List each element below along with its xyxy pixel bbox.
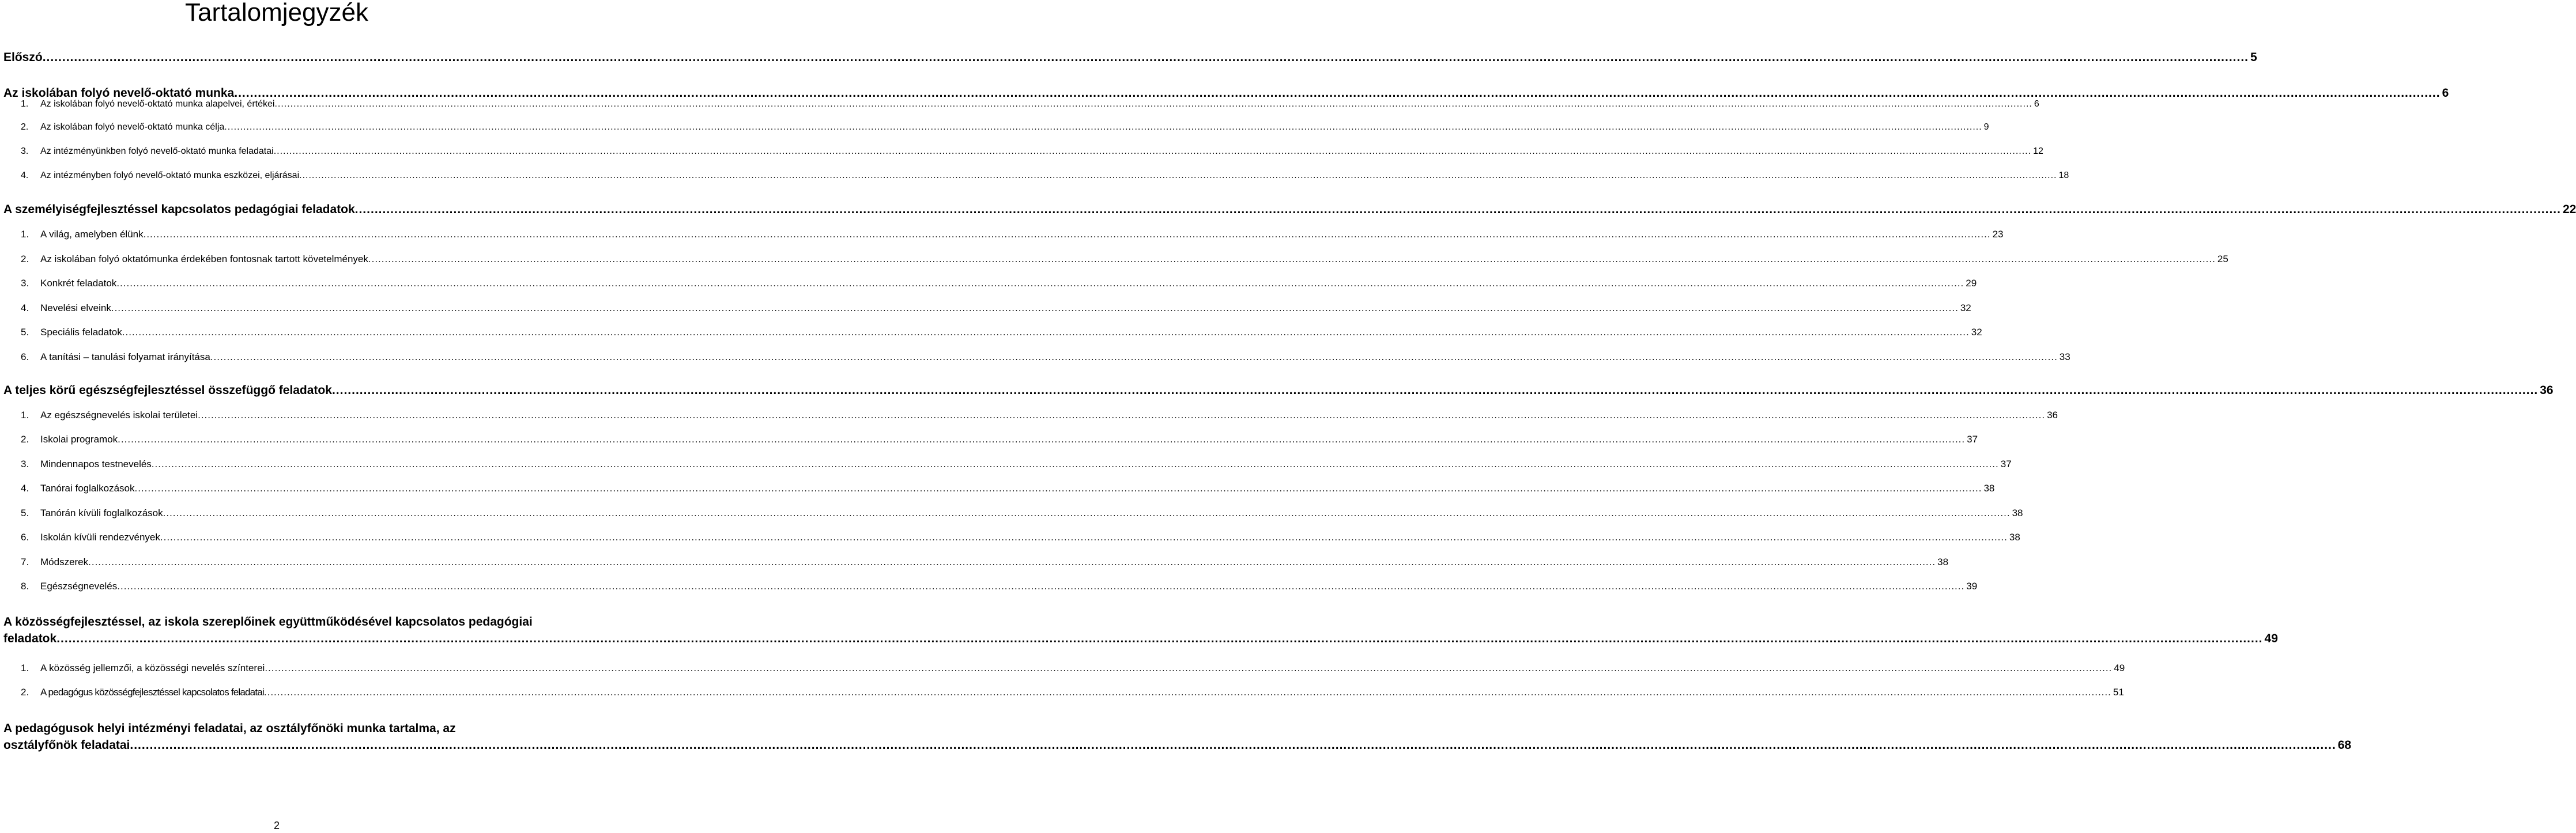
toc-entry-text: Speciális feladatok bbox=[40, 327, 122, 338]
toc-entry-number: 6. bbox=[21, 351, 29, 362]
toc-entry-number: 3. bbox=[21, 459, 29, 469]
toc-leader bbox=[332, 384, 2538, 397]
toc-leader bbox=[274, 146, 2031, 157]
toc-entry-text: Az iskolában folyó oktatómunka érdekében fontosnak tartott követelmények bbox=[40, 253, 368, 264]
toc-entry-page: 49 bbox=[2114, 662, 2125, 673]
toc-leader bbox=[111, 302, 1959, 314]
toc-leader bbox=[122, 327, 1970, 338]
toc-entry-text: A személyiségfejlesztéssel kapcsolatos pedagógiai feladatok bbox=[3, 203, 355, 216]
toc-entry-page: 37 bbox=[2000, 459, 2012, 469]
toc-leader bbox=[265, 662, 2112, 674]
toc-entry-text: Az intézményben folyó nevelő-oktató munka eszközei, eljárásai bbox=[40, 171, 300, 180]
toc-leader bbox=[368, 253, 2216, 265]
toc-leader bbox=[56, 632, 2262, 646]
toc-entry-page: 51 bbox=[2113, 687, 2124, 698]
toc-subentry[interactable] bbox=[3, 410, 2058, 421]
toc-entry-page: 38 bbox=[2012, 508, 2023, 518]
toc-subentry[interactable] bbox=[3, 229, 2004, 240]
toc-entry-text: Iskolai programok bbox=[40, 434, 118, 445]
toc-entry[interactable] bbox=[3, 51, 2257, 65]
toc-leader bbox=[234, 86, 2440, 100]
toc-entry[interactable] bbox=[3, 86, 2449, 100]
toc-entry-page: 38 bbox=[2009, 532, 2020, 543]
toc-entry-text: A tanítási – tanulási folyamat irányítása bbox=[40, 351, 210, 362]
toc-subentry[interactable] bbox=[3, 662, 2125, 674]
toc-entry-number: 4. bbox=[21, 302, 29, 313]
toc-entry-page: 29 bbox=[1966, 278, 1977, 289]
toc-subentry[interactable] bbox=[3, 171, 2069, 181]
toc-entry-number: 2. bbox=[21, 253, 29, 264]
toc-entry-text: Nevelési elveink bbox=[40, 302, 111, 313]
toc-subentry[interactable] bbox=[3, 581, 1978, 592]
toc-entry-page: 38 bbox=[1983, 483, 1995, 494]
toc-entry-text: A teljes körű egészségfejlesztéssel összefüggő feladatok bbox=[3, 384, 332, 397]
toc-entry[interactable] bbox=[3, 384, 2554, 397]
toc-leader bbox=[163, 508, 2011, 519]
toc-leader bbox=[152, 459, 1999, 470]
toc-entry-page: 9 bbox=[1983, 122, 1989, 132]
toc-entry-number: 1. bbox=[21, 410, 29, 421]
toc-entry-text: A világ, amelyben élünk bbox=[40, 229, 144, 240]
toc-entry-page: 36 bbox=[2047, 410, 2058, 421]
toc-entry[interactable] bbox=[3, 739, 2352, 752]
toc-entry-page: 36 bbox=[2540, 384, 2554, 397]
toc-entry-number: 5. bbox=[21, 508, 29, 518]
toc-subentry[interactable] bbox=[3, 434, 1978, 445]
toc-entry-text: Tanórai foglalkozások bbox=[40, 483, 135, 494]
toc-entry-page: 32 bbox=[1960, 302, 1971, 313]
toc-entry-page: 39 bbox=[1966, 581, 1978, 592]
toc-entry-text: Egészségnevelés bbox=[40, 581, 118, 592]
toc-leader bbox=[274, 99, 2032, 109]
toc-entry-page: 49 bbox=[2264, 632, 2278, 645]
toc-entry-text: Az iskolában folyó nevelő-oktató munka bbox=[3, 86, 235, 100]
toc-entry-text: Az iskolában folyó nevelő-oktató munka célja bbox=[40, 122, 225, 132]
toc-entry-number: 7. bbox=[21, 556, 29, 567]
toc-entry-text: Mindennapos testnevelés bbox=[40, 459, 152, 469]
toc-entry-page: 32 bbox=[1971, 327, 1982, 338]
toc-entry-number: 4. bbox=[21, 171, 29, 180]
toc-entry-page: 18 bbox=[2058, 171, 2069, 180]
page-title: Tartalomjegyzék bbox=[185, 0, 368, 26]
toc-leader bbox=[88, 556, 1936, 568]
toc-entry-line1[interactable]: A közösségfejlesztéssel, az iskola szereplőinek együttműködésével kapcsolatos pedagógiai bbox=[3, 615, 533, 628]
toc-entry[interactable] bbox=[3, 203, 2576, 217]
toc-leader bbox=[299, 171, 2057, 181]
toc-leader bbox=[160, 532, 2008, 543]
toc-entry-number: 4. bbox=[21, 483, 29, 494]
toc-entry-page: 23 bbox=[1992, 229, 2004, 240]
toc-leader bbox=[43, 51, 2249, 65]
page-number: 2 bbox=[273, 820, 280, 831]
toc-entry-number: 8. bbox=[21, 581, 29, 592]
toc-entry-text: Iskolán kívüli rendezvények bbox=[40, 532, 160, 543]
toc-subentry[interactable] bbox=[3, 278, 1977, 289]
toc-subentry[interactable] bbox=[3, 508, 2023, 519]
toc-entry-page: 6 bbox=[2034, 99, 2039, 109]
toc-entry[interactable] bbox=[3, 632, 2278, 646]
toc-entry-text: Konkrét feladatok bbox=[40, 278, 117, 289]
toc-entry-line1[interactable]: A pedagógusok helyi intézményi feladatai, az osztályfőnöki munka tartalma, az bbox=[3, 722, 456, 735]
toc-entry-text: Az intézményünkben folyó nevelő-oktató munka feladatai bbox=[40, 146, 274, 156]
toc-leader bbox=[134, 483, 1982, 494]
toc-leader bbox=[144, 229, 1991, 240]
toc-entry-text: osztályfőnök feladatai bbox=[3, 739, 130, 752]
toc-entry-number: 2. bbox=[21, 434, 29, 445]
toc-entry-page: 68 bbox=[2337, 739, 2352, 752]
toc-entry-page: 37 bbox=[1967, 434, 1978, 445]
toc-entry-number: 2. bbox=[21, 687, 29, 698]
toc-entry-page: 12 bbox=[2033, 146, 2043, 156]
toc-entry-number: 3. bbox=[21, 278, 29, 289]
toc-entry-text: A közösség jellemzői, a közösségi nevelés színterei bbox=[40, 662, 265, 673]
toc-subentry[interactable] bbox=[3, 459, 2012, 470]
toc-entry-page: 6 bbox=[2442, 86, 2449, 100]
toc-entry-text: A pedagógus közösségfejlesztéssel kapcsolatos feladatai bbox=[40, 687, 264, 698]
toc-entry-text: Tanórán kívüli foglalkozások bbox=[40, 508, 163, 518]
toc-entry-page: 22 bbox=[2562, 203, 2576, 216]
toc-subentry[interactable] bbox=[3, 483, 1995, 494]
toc-entry-number: 1. bbox=[21, 99, 29, 109]
toc-subentry[interactable] bbox=[3, 302, 1971, 314]
toc-subentry[interactable] bbox=[3, 556, 1949, 568]
toc-leader bbox=[224, 122, 1982, 132]
toc-entry-number: 1. bbox=[21, 229, 29, 240]
toc-leader bbox=[117, 581, 1964, 592]
toc-entry-number: 2. bbox=[21, 122, 29, 132]
toc-entry-text: feladatok bbox=[3, 632, 57, 645]
toc-entry-number: 6. bbox=[21, 532, 29, 543]
toc-leader bbox=[355, 203, 2561, 217]
toc-subentry[interactable] bbox=[3, 99, 2039, 109]
toc-leader bbox=[116, 278, 1964, 289]
toc-leader bbox=[210, 351, 2058, 363]
toc-entry-number: 1. bbox=[21, 662, 29, 673]
toc-entry-text: Módszerek bbox=[40, 556, 89, 567]
toc-subentry[interactable] bbox=[3, 146, 2043, 157]
toc-subentry[interactable] bbox=[3, 351, 2070, 363]
toc-subentry[interactable] bbox=[3, 687, 2124, 698]
toc-subentry[interactable] bbox=[3, 327, 1982, 338]
toc-subentry[interactable] bbox=[3, 253, 2228, 265]
toc-subentry[interactable] bbox=[3, 122, 1989, 132]
toc-entry-text: Az egészségnevelés iskolai területei bbox=[40, 410, 198, 421]
toc-entry-number: 5. bbox=[21, 327, 29, 338]
toc-subentry[interactable] bbox=[3, 532, 2020, 543]
toc-entry-number: 3. bbox=[21, 146, 29, 156]
toc-leader bbox=[130, 739, 2336, 752]
toc-leader bbox=[264, 687, 2111, 698]
toc-entry-page: 38 bbox=[1937, 556, 1949, 567]
toc-leader bbox=[198, 410, 2045, 421]
toc-leader bbox=[118, 434, 1965, 445]
toc-entry-page: 25 bbox=[2217, 253, 2228, 264]
toc-entry-page: 5 bbox=[2250, 51, 2257, 64]
toc-entry-page: 33 bbox=[2059, 351, 2070, 362]
toc-entry-text: Előszó bbox=[3, 51, 43, 64]
toc-entry-text: Az iskolában folyó nevelő-oktató munka alapelvei, értékei bbox=[40, 99, 275, 109]
